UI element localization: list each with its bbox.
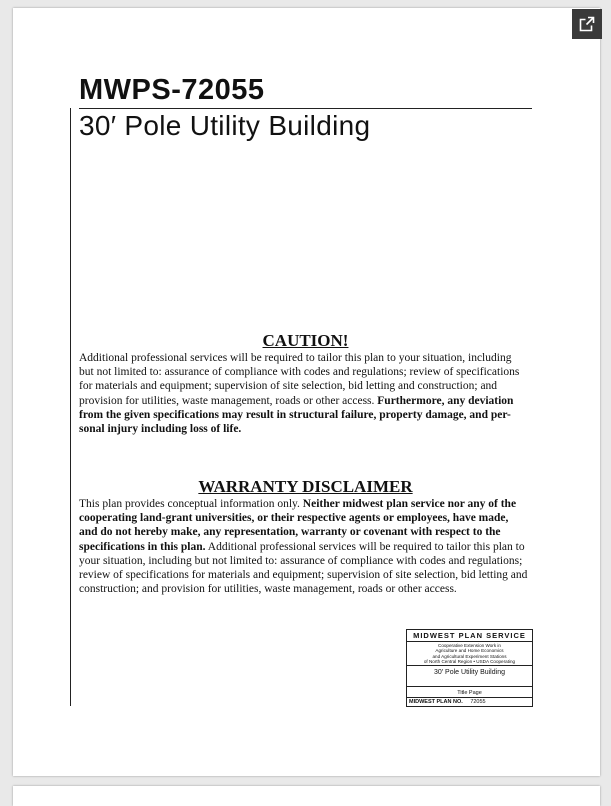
warranty-text-segment: and do not hereby make, any representation, warranty or covenant with respect to the (79, 526, 501, 539)
warranty-text-segment: Neither midwest plan service nor any of the (302, 498, 517, 510)
warranty-line (79, 568, 532, 582)
warranty-text-segment: specifications in this plan. (79, 540, 206, 553)
caution-line (79, 365, 532, 379)
left-margin-rule (70, 108, 71, 706)
caution-line (79, 408, 532, 422)
warranty-line (79, 582, 532, 596)
warranty-heading: WARRANTY DISCLAIMER (198, 477, 413, 496)
warranty-line (79, 511, 532, 525)
caution-line (79, 379, 532, 393)
title-rule (79, 108, 532, 109)
document-code: MWPS-72055 (79, 74, 265, 106)
caution-text-segment: from the given specifications may result in structural failure, property damage, and per- (79, 408, 511, 421)
title-block-org: MIDWEST PLAN SERVICE (407, 630, 532, 642)
plan-number-value: 72055 (470, 699, 486, 705)
open-in-new-icon (579, 16, 595, 32)
caution-text-segment: Furthermore, any deviation (377, 394, 514, 407)
warranty-text-segment: cooperating land-grant universities, or their respective agents or employees, have made, (79, 512, 509, 525)
cooperating-line: of North Central Region • USDA Cooperating (423, 658, 516, 664)
warranty-line (79, 497, 532, 511)
warranty-line (79, 525, 532, 539)
cooperating-line: Agriculture and Home Economics (435, 648, 504, 654)
warranty-text-segment: your situation, including but not limited to: assurance of compliance with codes and regulations; (79, 554, 523, 567)
caution-line (79, 394, 532, 408)
caution-text-segment: but not limited to: assurance of compliance with codes and regulations; review of specifications (79, 366, 520, 379)
title-block-cooperating (407, 642, 532, 666)
document-title: 30′ Pole Utility Building (79, 110, 371, 141)
title-block (406, 629, 533, 707)
plan-number-label: MIDWEST PLAN NO. (409, 699, 463, 705)
title-block-plan-number (407, 697, 532, 706)
caution-line (79, 351, 532, 365)
warranty-line (79, 554, 532, 568)
caution-text-segment: for materials and equipment; supervision of site selection, bid letting and construction; and (79, 380, 498, 393)
caution-text-segment: sonal injury including loss of life. (79, 423, 242, 436)
caution-heading: CAUTION! (262, 331, 349, 350)
popout-button[interactable] (572, 9, 602, 39)
caution-text-segment: provision for utilities, waste management, roads or other access. (79, 394, 378, 407)
title-block-page-label: Title Page (457, 690, 482, 697)
cooperating-line: Cooperative Extension Work in (438, 643, 501, 648)
caution-paragraph (79, 351, 532, 436)
warranty-text-segment: review of specifications for materials and equipment; supervision of site selection, bid letting and (79, 569, 528, 582)
title-block-plan-title: 30′ Pole Utility Building (407, 666, 532, 687)
next-page-edge (13, 786, 600, 806)
caution-line (79, 422, 532, 436)
warranty-text-segment: This plan provides conceptual information only. (79, 498, 303, 510)
cooperating-line: and Agricultural Experiment Stations (432, 653, 507, 659)
warranty-text-segment: construction; and provision for utilities, waste management, roads or other access. (79, 583, 457, 596)
caution-text-segment: Additional professional services will be required to tailor this plan to your situation, including (79, 352, 512, 364)
warranty-text-segment: Additional professional services will be required to tailor this plan to (205, 540, 525, 553)
warranty-paragraph (79, 497, 532, 596)
warranty-line (79, 540, 532, 554)
